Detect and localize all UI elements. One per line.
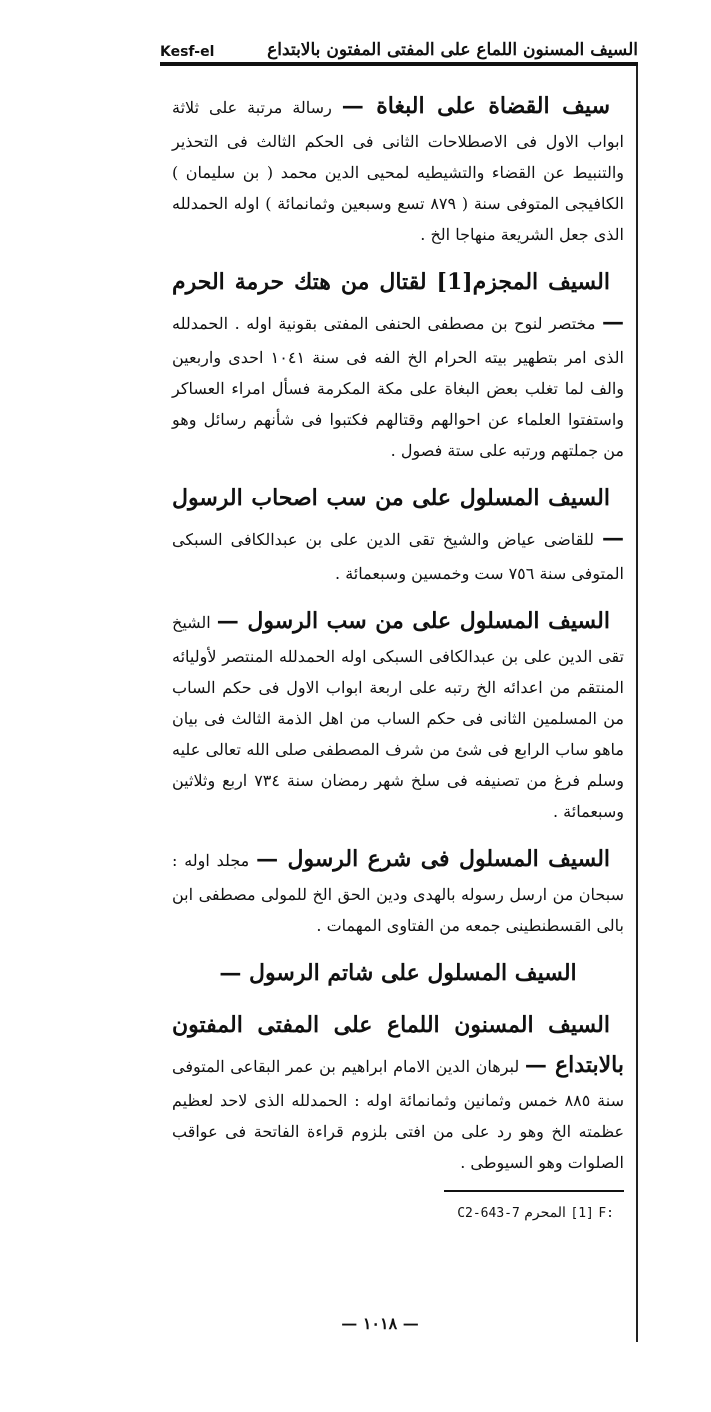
footnote-ref: C2-643-7 — [457, 1206, 520, 1221]
header-title: السيف المسنون اللماع على المفتى المفتون بالابتداع — [267, 40, 638, 60]
entry-title: السيف المسلول فى شرع الرسول — — [256, 846, 611, 872]
header-abbrev: Kesf-el — [160, 44, 215, 60]
entry-description: مختصر لنوح بن مصطفى الحنفى المفتى بقونية اوله . الحمدلله الذى امر بتطهير بيته الحرام الخ الفه فى سنة ١٠٤١ احدى واربعين والف لما تغلب بعض البغاة على مكة المكرمة فسأل امراء العساكر واستفتوا العلماء عن احوالهم وقتالهم فكتبوا فى شأنهم رسائل وهو من جملتهم ورتبه على ستة فصول . — [172, 314, 624, 460]
entry-3 — [172, 478, 624, 589]
entry-5 — [172, 839, 624, 941]
entry-description: رسالة مرتبة على ثلاثة ابواب الاول فى الاصطلاحات الثانى فى الحكم الثالث فى التحذير والتنبيط عن القضاء والتشيطيه لمحيى الدين محمد ( بن سليمان ) الكافيجى المتوفى سنة ( ٨٧٩ تسع وسبعين وثمانمائة ) اوله الحمدلله الذى جعل الشريعة منهاجا الخ . — [172, 98, 624, 244]
footnote — [172, 1198, 624, 1229]
entry-title: سيف القضاة على البغاة — — [341, 93, 610, 119]
entry-title: السيف المسلول على من سب اصحاب الرسول — — [172, 485, 625, 551]
entry-6 — [172, 953, 624, 993]
footnote-marker: [1] — [570, 1206, 594, 1221]
entry-4 — [172, 601, 624, 827]
page-number: — ١٠١٨ — — [341, 1314, 419, 1333]
footnote-word: المحرم — [524, 1205, 566, 1221]
entry-title: السيف المجزم[1] لقتال من هتك حرمة الحرم — — [172, 269, 624, 335]
running-header — [160, 28, 638, 60]
entries-column — [172, 86, 624, 1229]
entry-7 — [172, 1005, 624, 1178]
entry-title: السيف المسنون اللماع على المفتى المفتون بالابتداع — — [172, 1012, 624, 1078]
entry-description: للقاضى عياض والشيخ تقى الدين على بن عبدالكافى السبكى المتوفى سنة ٧٥٦ ست وخمسين وسبعمائة . — [172, 530, 624, 583]
entry-title: السيف المسلول على شاتم الرسول — — [219, 960, 577, 986]
entry-description: لبرهان الدين الامام ابراهيم بن عمر البقاعى المتوفى سنة ٨٨٥ خمس وثمانين وثمانمائة اوله : الحمدلله الذى لاحد لعظيم عظمته الخ وهو رد على من افتى بلزوم قراءة الفاتحة فى عواقب الصلوات وهو السيوطى . — [172, 1057, 624, 1172]
entry-1 — [172, 86, 624, 250]
footnote-source: F: — [598, 1206, 614, 1221]
entry-2 — [172, 262, 624, 466]
margin-rule — [636, 66, 638, 1342]
entry-description: مجلد اوله : سبحان من ارسل رسوله بالهدى ودين الحق الخ للمولى مصطفى ابن بالى القسطنطينى جمعه من الفتاوى المهمات . — [172, 851, 624, 935]
header-rule — [160, 62, 638, 66]
entry-description: الشيخ تقى الدين على بن عبدالكافى السبكى اوله الحمدلله المنتصر لأوليائه المنتقم من اعدائه الخ رتبه على اربعة ابواب الاول فى حكم الساب من المسلمين الثانى فى حكم الساب من اهل الذمة الثالث فى بيان ماهو ساب الرابع فى شئ من شرف المصطفى صلى الله تعالى عليه وسلم فرغ من تصنيفه فى سلخ شهر رمضان سنة ٧٣٤ اربع وثلاثين وسبعمائة . — [172, 613, 625, 821]
entry-title: السيف المسلول على من سب الرسول — — [216, 608, 610, 634]
footnote-rule — [444, 1190, 624, 1192]
